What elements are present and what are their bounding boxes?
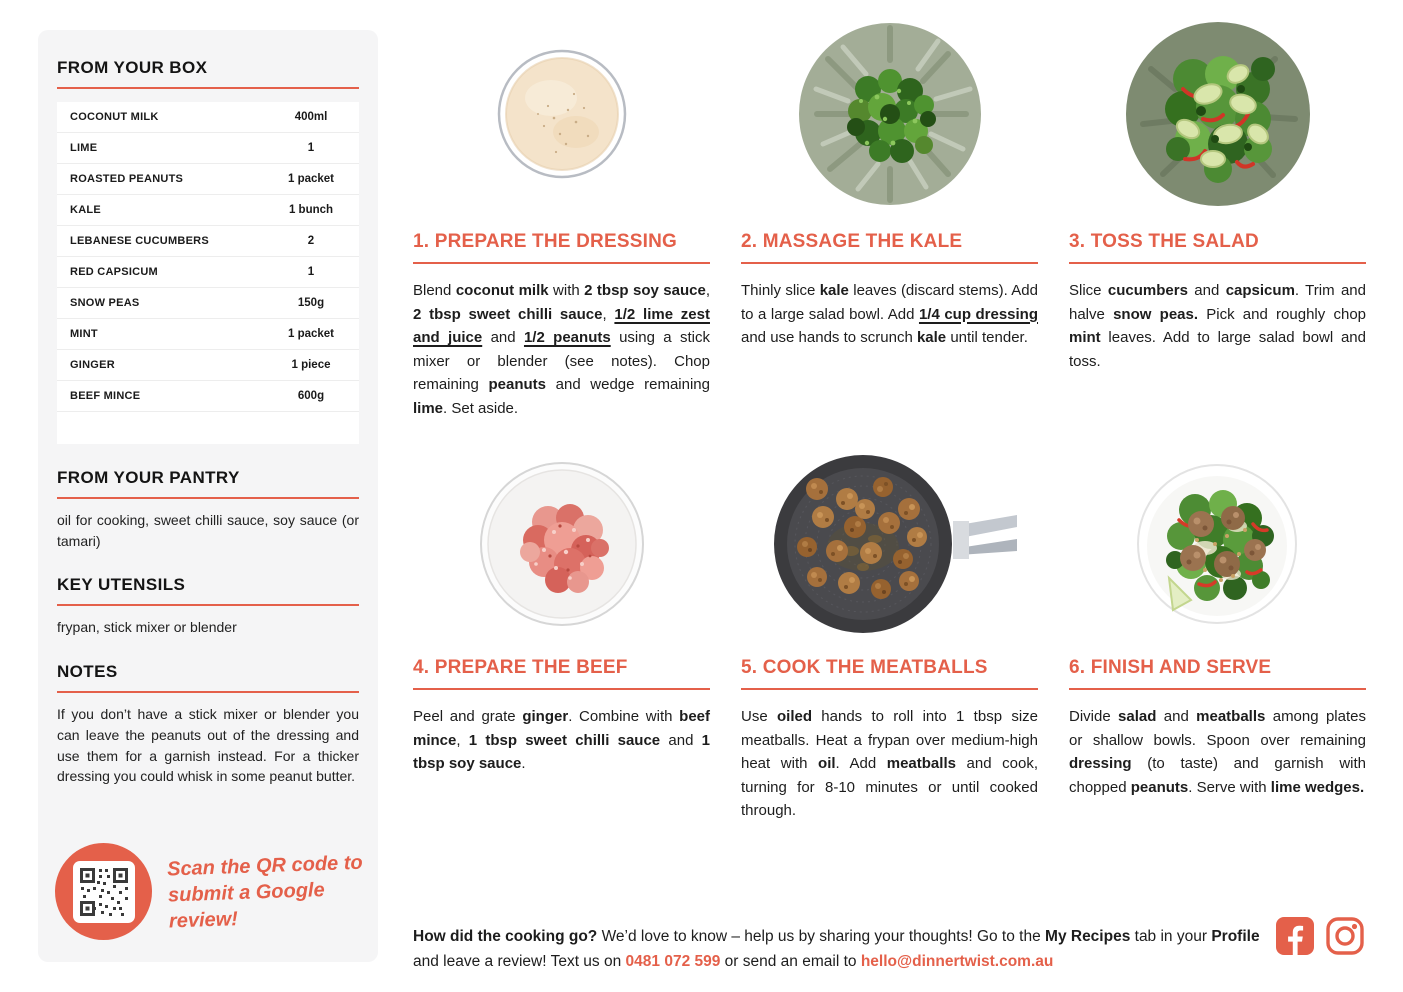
- text-segment: hands to roll into 1 tbsp size meatballs. Heat a frypan over medium-high heat with: [741, 708, 1039, 773]
- text-segment: Use: [741, 708, 777, 725]
- text-segment: among plates or shallow bowls. Spoon over remaining: [1069, 708, 1366, 749]
- ingredient-qty: 1 piece: [291, 359, 331, 371]
- text-segment: ,: [456, 731, 469, 749]
- table-row: [57, 195, 359, 226]
- step-5-title: 5. COOK THE MEATBALLS: [741, 657, 988, 678]
- contact-link[interactable]: hello@dinnertwist.com.au: [860, 952, 1054, 970]
- ingredient-name: RED CAPSICUM: [70, 266, 158, 278]
- ingredient-name: COCONUT MILK: [70, 111, 159, 123]
- text-segment: and cook, turning for 8-10 minutes or until cooked through.: [741, 755, 1038, 820]
- pantry-text: oil for cooking, sweet chilli sauce, soy sauce (or tamari): [57, 512, 359, 549]
- text-segment: 1/2 peanuts: [523, 329, 611, 347]
- divider: [57, 604, 359, 606]
- text-segment: oil: [818, 755, 836, 773]
- text-segment: kale: [916, 329, 947, 347]
- text-segment: peanuts: [488, 376, 547, 394]
- step-6-title: 6. FINISH AND SERVE: [1069, 657, 1272, 678]
- step-1-photo: [413, 10, 710, 217]
- text-segment: My Recipes: [1045, 927, 1131, 945]
- ingredient-qty: 1 packet: [287, 173, 335, 185]
- ingredient-name: ROASTED PEANUTS: [70, 173, 184, 185]
- qr-caption-line2: submit a Google review!: [167, 878, 326, 933]
- qr-caption-line1: Scan the QR code to: [166, 851, 364, 881]
- utensils-title: KEY UTENSILS: [57, 575, 186, 595]
- text-segment: 2 tbsp soy sauce: [584, 282, 706, 299]
- text-segment: with: [548, 282, 585, 299]
- text-segment: Thinly slice: [741, 282, 820, 299]
- ingredient-name: GINGER: [70, 359, 115, 371]
- text-segment: Pick and roughly chop: [1198, 305, 1367, 323]
- step-2-photo: [741, 10, 1038, 217]
- divider: [57, 691, 359, 693]
- text-segment: using a stick mixer or blender (see notes). Chop remaining: [413, 329, 710, 394]
- divider: [413, 262, 710, 264]
- text-segment: until tender.: [946, 329, 1028, 347]
- text-segment: salad: [1118, 708, 1157, 725]
- pantry-section: [57, 468, 359, 551]
- meatballs-pan-photo-icon: [759, 451, 1021, 637]
- kale-bowl-photo-icon: [797, 19, 983, 209]
- dressing-photo-icon: [496, 48, 628, 180]
- beef-mince-photo-icon: [478, 460, 646, 628]
- text-segment: . Combine with: [568, 708, 680, 725]
- step-4-title: 4. PREPARE THE BEEF: [413, 657, 628, 678]
- salad-bowl-photo-icon: [1123, 19, 1313, 209]
- sidebar: [38, 30, 378, 962]
- table-row: [57, 133, 359, 164]
- ingredients-table: [57, 102, 359, 444]
- text-segment: kale: [819, 282, 849, 299]
- step-1: [413, 10, 710, 435]
- text-segment: and wedge remaining: [546, 376, 710, 394]
- notes-title: NOTES: [57, 662, 118, 682]
- text-segment: lime: [413, 399, 444, 417]
- ingredient-qty: 1 packet: [287, 328, 335, 340]
- table-row: [57, 226, 359, 257]
- qr-code-icon: [73, 861, 135, 923]
- text-segment: Profile: [1211, 927, 1260, 945]
- divider: [741, 688, 1038, 690]
- divider: [57, 497, 359, 499]
- text-segment: leaves (discard stems). Add to a large salad bowl. Add: [741, 282, 1038, 323]
- divider: [1069, 688, 1366, 690]
- text-segment: 1 tbsp soy sauce: [413, 731, 710, 773]
- table-row: [57, 164, 359, 195]
- ingredient-qty: 1: [307, 142, 315, 154]
- step-1-body: [413, 279, 710, 420]
- text-segment: and: [1187, 282, 1226, 299]
- step-2-body: [741, 279, 1038, 350]
- text-segment: and: [660, 731, 702, 749]
- text-segment: meatballs: [886, 755, 956, 773]
- box-title: FROM YOUR BOX: [57, 58, 208, 77]
- text-segment: How did the cooking go?: [413, 927, 598, 945]
- notes-text: If you don’t have a stick mixer or blender you can leave the peanuts out of the dressing and use them for a garnish instead. For a thicker dressing you could whisk in some peanut butter.: [57, 706, 359, 785]
- ingredient-name: LIME: [70, 142, 98, 154]
- text-segment: beef mince: [413, 708, 710, 749]
- text-segment: ,: [705, 282, 710, 299]
- text-segment: peanuts: [1130, 778, 1189, 796]
- text-segment: . Serve with: [1188, 778, 1271, 796]
- step-3-body: [1069, 279, 1366, 373]
- text-segment: lime wedges.: [1270, 778, 1365, 796]
- step-2: [741, 10, 1038, 365]
- text-segment: tab in your: [1130, 927, 1212, 945]
- contact-link[interactable]: 0481 072 599: [625, 952, 721, 970]
- ingredient-qty: 150g: [297, 297, 325, 309]
- qr-circle: [55, 843, 152, 940]
- table-row: [57, 350, 359, 381]
- text-segment: and: [1156, 708, 1197, 725]
- ingredient-name: MINT: [70, 328, 98, 340]
- step-5-body: [741, 705, 1038, 823]
- step-4-body: [413, 705, 710, 776]
- text-segment: and use hands to scrunch: [741, 329, 917, 347]
- step-6-photo: [1069, 445, 1366, 643]
- table-row: [57, 319, 359, 350]
- text-segment: .: [521, 755, 526, 773]
- text-segment: leaves. Add to large salad bowl and toss.: [1069, 329, 1366, 370]
- text-segment: Divide: [1069, 708, 1119, 725]
- step-2-title: 2. MASSAGE THE KALE: [741, 231, 963, 252]
- ingredient-qty: 2: [307, 235, 315, 247]
- utensils-section: [57, 575, 359, 638]
- text-segment: oiled: [776, 708, 812, 725]
- divider: [741, 262, 1038, 264]
- ingredient-qty: 400ml: [294, 111, 328, 123]
- qr-review-block: [55, 843, 370, 940]
- text-segment: ,: [602, 305, 615, 323]
- step-5: [741, 445, 1038, 838]
- divider: [57, 87, 359, 89]
- step-1-title: 1. PREPARE THE DRESSING: [413, 231, 677, 252]
- text-segment: meatballs: [1196, 708, 1266, 725]
- ingredient-name: KALE: [70, 204, 101, 216]
- qr-caption: [167, 849, 372, 934]
- ingredient-qty: 1 bunch: [288, 204, 334, 216]
- step-4: [413, 445, 710, 791]
- step-3: [1069, 10, 1366, 388]
- ingredient-qty: 600g: [297, 390, 325, 402]
- table-row: [57, 257, 359, 288]
- text-segment: snow peas.: [1113, 305, 1199, 323]
- step-5-photo: [741, 445, 1038, 643]
- text-segment: coconut milk: [455, 282, 549, 299]
- step-6-body: [1069, 705, 1366, 799]
- text-segment: 1/2 lime zest and juice: [413, 305, 710, 347]
- table-row: [57, 102, 359, 133]
- notes-section: [57, 662, 359, 787]
- text-segment: or send an email to: [720, 952, 861, 970]
- step-4-photo: [413, 445, 710, 643]
- step-6: [1069, 445, 1366, 814]
- text-segment: 2 tbsp sweet chilli sauce: [413, 305, 603, 323]
- text-segment: and: [482, 329, 524, 347]
- text-segment: . Set aside.: [443, 399, 519, 417]
- footer-text: [413, 924, 1261, 974]
- text-segment: 1/4 cup dressing: [918, 305, 1039, 323]
- ingredient-name: SNOW PEAS: [70, 297, 140, 309]
- pantry-title: FROM YOUR PANTRY: [57, 468, 240, 487]
- text-segment: We’d love to know – help us by sharing your thoughts! Go to the: [597, 927, 1046, 945]
- ingredient-name: LEBANESE CUCUMBERS: [70, 235, 209, 247]
- ingredient-name: BEEF MINCE: [70, 390, 141, 402]
- utensils-text: frypan, stick mixer or blender: [57, 619, 237, 636]
- text-segment: cucumbers: [1107, 282, 1188, 299]
- table-row: [57, 381, 359, 412]
- text-segment: and leave a review! Text us on: [413, 952, 626, 970]
- text-segment: dressing: [1069, 755, 1132, 773]
- step-3-photo: [1069, 10, 1366, 217]
- facebook-icon[interactable]: [1276, 917, 1314, 960]
- text-segment: 1 tbsp sweet chilli sauce: [468, 731, 661, 749]
- table-row: [57, 288, 359, 319]
- ingredient-qty: 1: [307, 266, 315, 278]
- text-segment: Peel and grate: [413, 708, 523, 725]
- instagram-icon[interactable]: [1325, 917, 1365, 960]
- divider: [413, 688, 710, 690]
- finished-plate-photo-icon: [1135, 460, 1300, 628]
- text-segment: Slice: [1069, 282, 1108, 299]
- text-segment: ginger: [522, 708, 569, 725]
- text-segment: . Add: [835, 755, 887, 773]
- divider: [1069, 262, 1366, 264]
- text-segment: capsicum: [1225, 282, 1295, 299]
- text-segment: . Trim and halve: [1069, 282, 1366, 323]
- text-segment: (to taste) and garnish with chopped: [1069, 755, 1366, 796]
- step-3-title: 3. TOSS THE SALAD: [1069, 231, 1259, 252]
- text-segment: Blend: [413, 282, 456, 299]
- text-segment: mint: [1069, 329, 1101, 347]
